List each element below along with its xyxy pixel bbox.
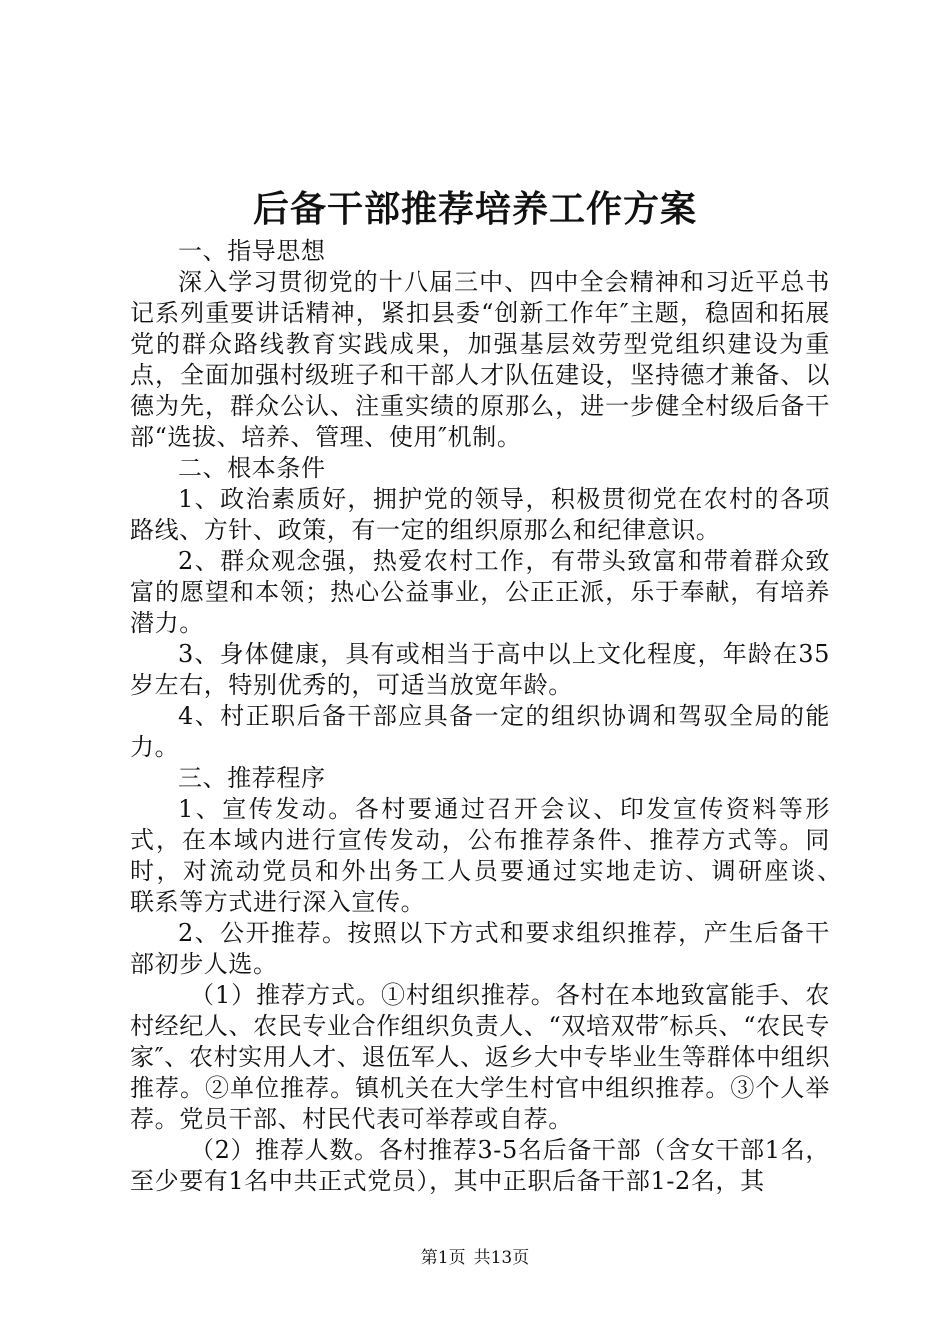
page-footer	[0, 1247, 950, 1269]
paragraph-condition-1: 1、政治素质好，拥护党的领导，积极贯彻党在农村的各项路线、方针、政策，有一定的组织原那么和纪律意识。	[130, 485, 830, 544]
paragraph-procedure-1: 1、宣传发动。各村要通过召开会议、印发宣传资料等形式，在本域内进行宣传发动，公布推荐条件、推荐方式等。同时，对流动党员和外出务工人员要通过实地走访、调研座谈、 联系等方式进行深入宣传。	[130, 795, 855, 916]
document-body	[130, 236, 855, 1197]
document-title: 后备干部推荐培养工作方案	[252, 188, 697, 230]
section-heading-recommendation-procedure: 三、推荐程序	[178, 764, 326, 792]
paragraph-recommendation-method: （1）推荐方式。①村组织推荐。各村在本地致富能手、农村经纪人、农民专业合作组织负责人、“双培双带″标兵、“农民专家″、农村实用人才、退伍军人、返乡大中专毕业生等群体中组织推荐。②单位推荐。镇机关在大学生村官中组织推荐。③个人举荐。党员干部、村民代表可举荐或自荐。	[130, 981, 830, 1133]
paragraph-condition-4: 4、村正职后备干部应具备一定的组织协调和驾驭全局的能力。	[130, 702, 830, 761]
paragraph-guiding-ideology: 深入学习贯彻党的十八届三中、四中全会精神和习近平总书记系列重要讲话精神，紧扣县委“创新工作年″主题，稳固和拓展党的群众路线教育实践成果，加强基层效劳型党组织建设为重点，全面加强村级班子和干部人才队伍建设，坚持德才兼备、以德为先，群众公认、注重实绩的原那么，进一步健全村级后备干部“选拔、培养、管理、使用″机制。	[130, 268, 830, 451]
paragraph-recommendation-count: （2）推荐人数。各村推荐3-5名后备干部（含女干部1名，至少要有1名中共正式党员），其中正职后备干部1-2名，其	[130, 1136, 830, 1195]
section-heading-basic-conditions: 二、根本条件	[178, 454, 326, 482]
paragraph-condition-2: 2、群众观念强，热爱农村工作，有带头致富和带着群众致富的愿望和本领；热心公益事业，公正正派，乐于奉献，有培养潜力。	[130, 547, 830, 637]
paragraph-procedure-2: 2、公开推荐。按照以下方式和要求组织推荐，产生后备干部初步人选。	[130, 919, 830, 978]
paragraph-condition-3: 3、身体健康，具有或相当于高中以上文化程度，年龄在35岁左右，特别优秀的，可适当放宽年龄。	[130, 640, 830, 699]
page-number: 第1页	[420, 1248, 466, 1268]
section-heading-guiding-ideology: 一、指导思想	[178, 237, 326, 265]
page-total: 共13页	[473, 1248, 530, 1268]
